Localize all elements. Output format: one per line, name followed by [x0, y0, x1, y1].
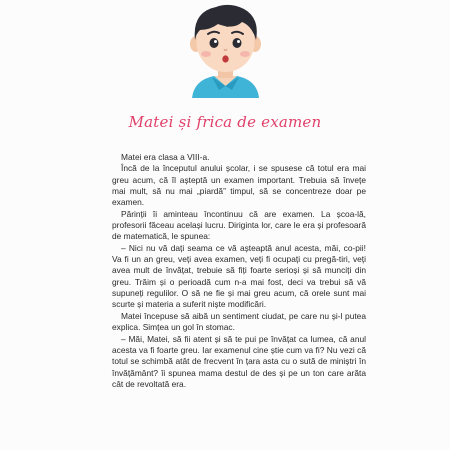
paragraph: – Măi, Matei, să fii atent și să te pui pe învățat ca lumea, că anul acesta va fi foarte greu. Iar examenul cine știe cum va fi? Nu vezi că totul se schimbă atât de frecvent în țara asta cu o sută de miniștri în învățământ? îi spunea mama destul de des și pe un ton care arăta cât de revoltată era. [112, 333, 366, 389]
story-body [112, 152, 366, 390]
paragraph: Părinții îi aminteau încontinuu că are examen. La școa-lă, profesorii făceau același lucru. Diriginta lor, care le era și profesoară de matematică, le spunea: [112, 208, 366, 242]
story-title: Matei și frica de examen [128, 113, 322, 131]
paragraph: Matei era clasa a VIII-a. [121, 152, 210, 162]
paragraph: Încă de la începutul anului școlar, i se spusese că totul era mai greu acum, că îl așteptă un examen important. Trebuia să învețe mai mult, să nu mai „piardă” timpul, să se concentreze doar pe examen. [112, 163, 366, 208]
paragraph: Matei începuse să aibă un sentiment ciudat, pe care nu și-l putea explica. Simțea un gol în stomac. [112, 310, 366, 333]
paragraph: – Nici nu vă dați seama ce vă așteaptă anul acesta, măi, co-pii! Va fi un an greu, veți avea examen, veți fi ocupați cu pregă-tiri, veți avea mult de învățat, trebuie să fiți foarte serioși și să munciți din greu. Trăim și o perioadă cum n-a mai fost, deci va trebui să vă supuneți regulilor. O să ne fie și mai greu acum, că orele sunt mai scurte și materia a suferit niște modificări. [112, 242, 366, 310]
boy-face-icon [178, 0, 273, 98]
